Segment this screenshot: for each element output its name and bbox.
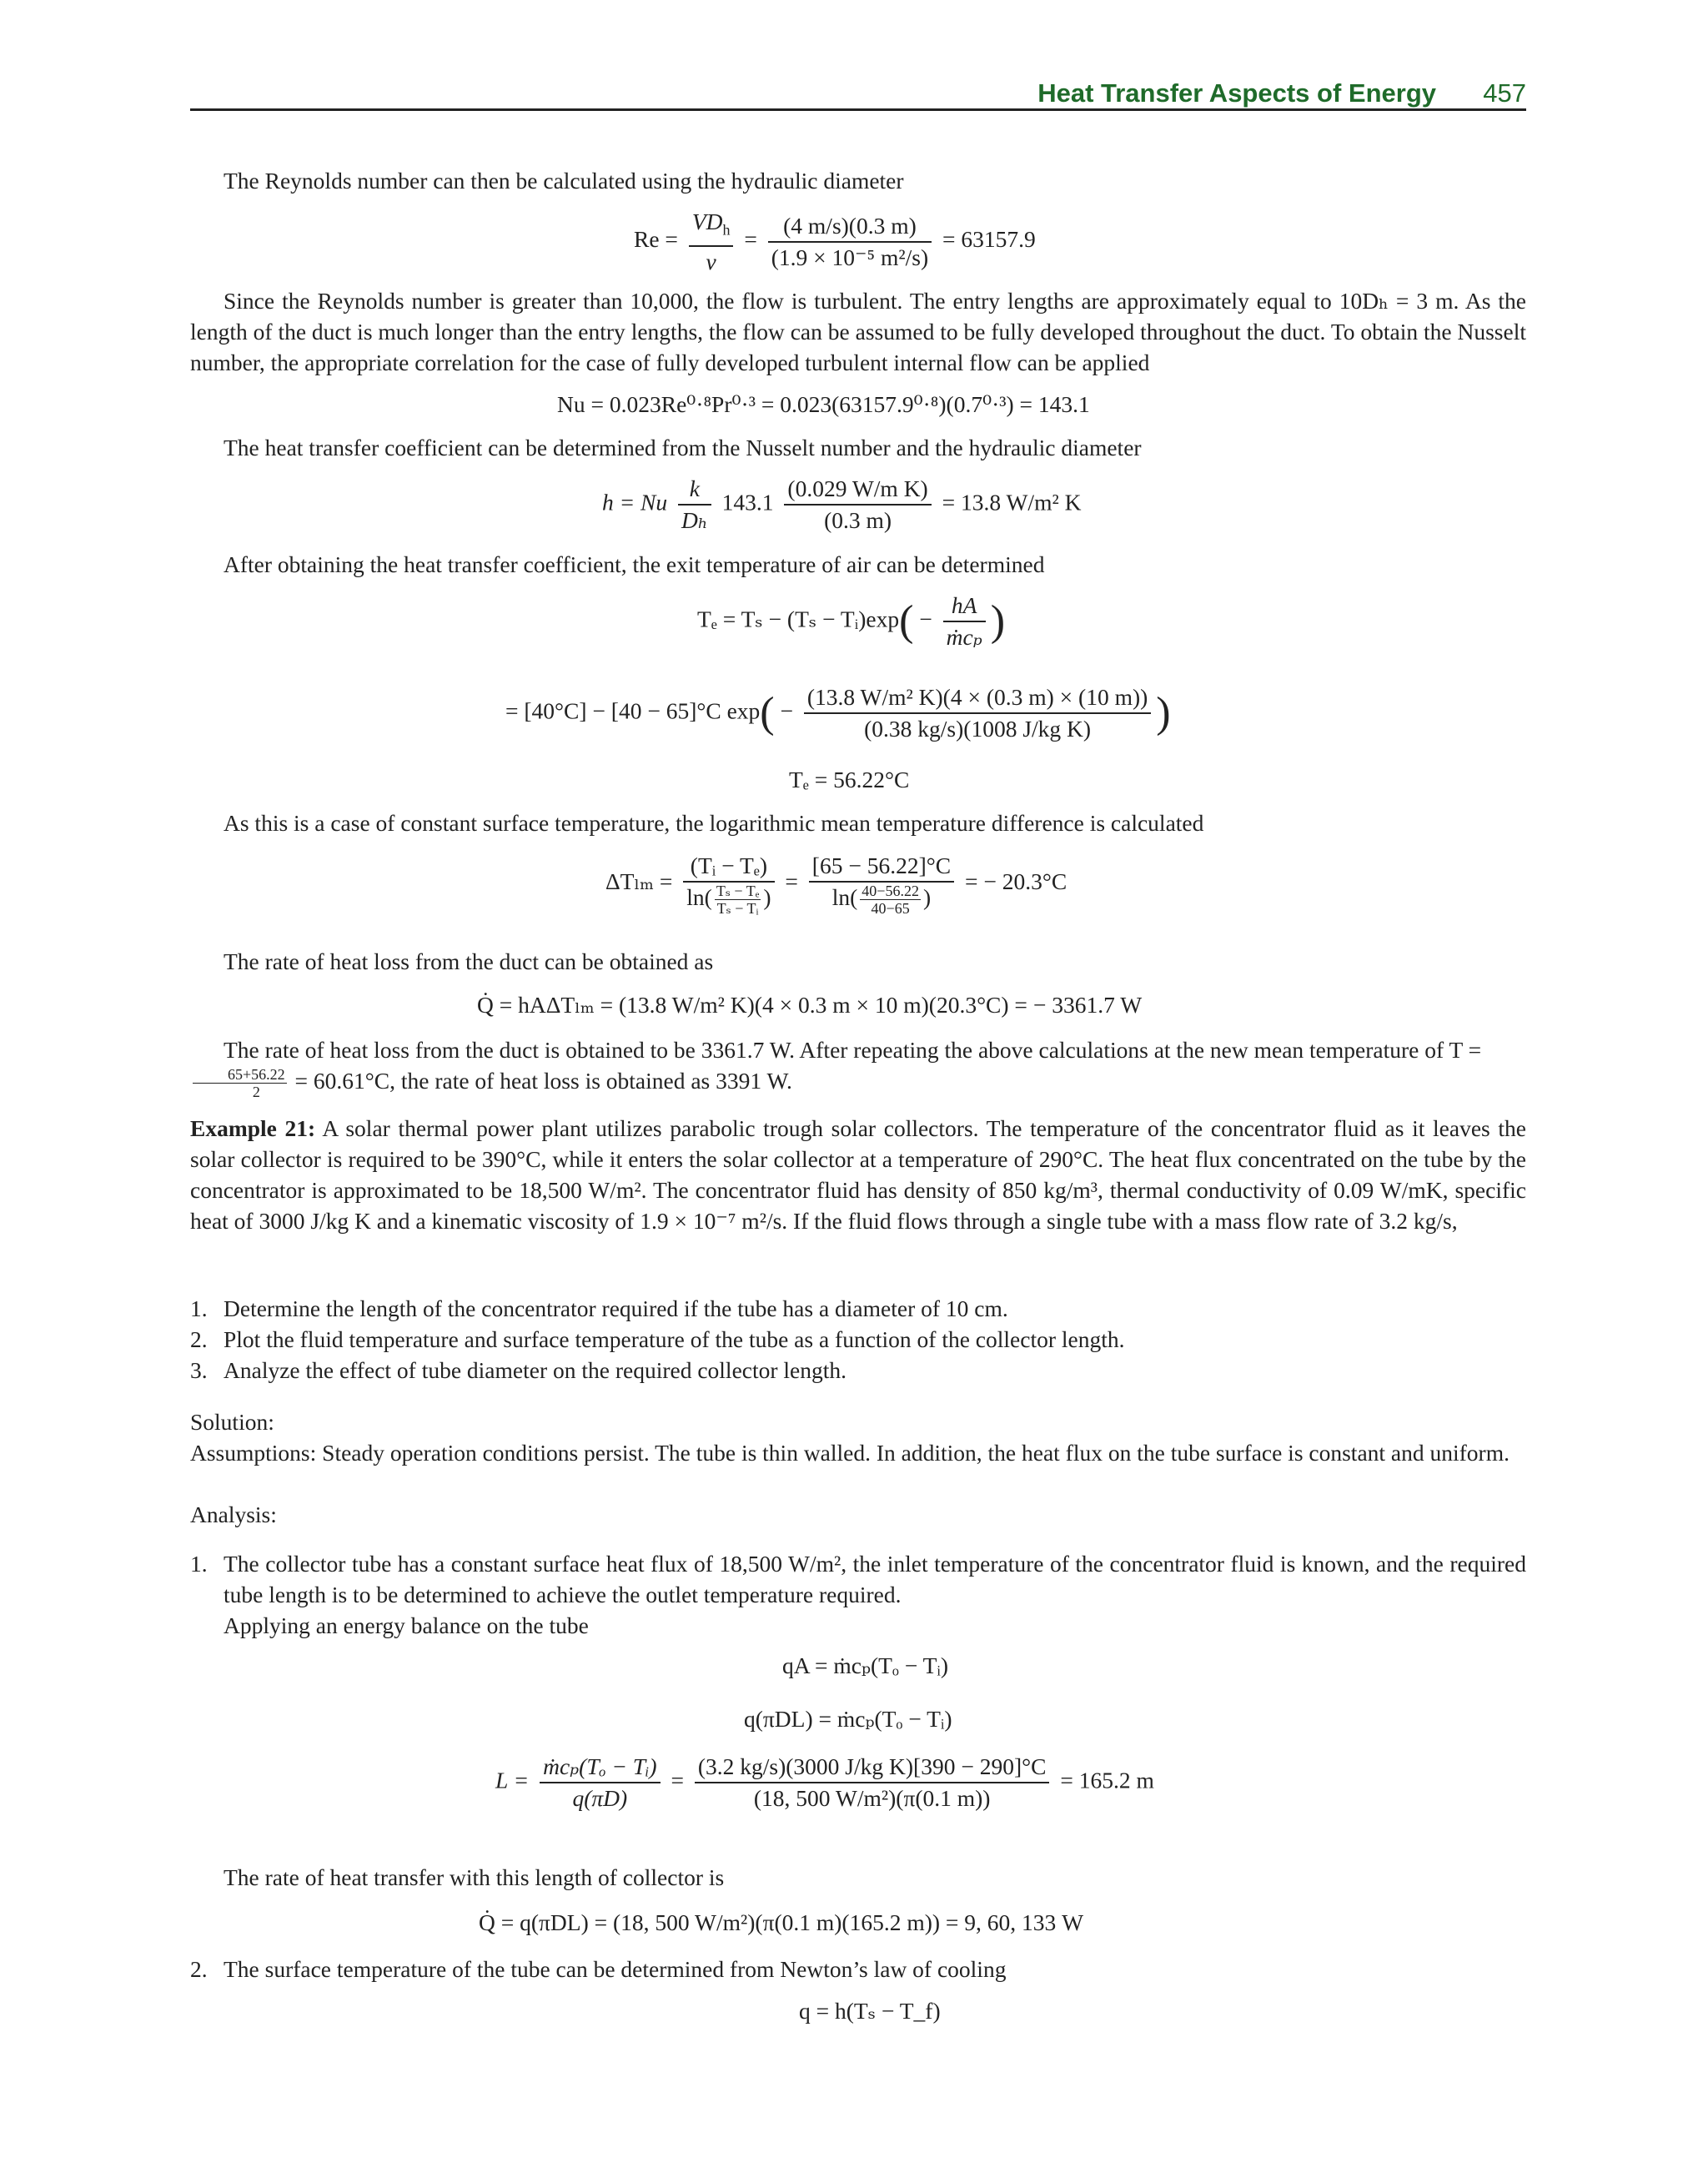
eq-exit-substituted: = [40°C] − [40 − 65]°C exp( − $\frac{\text{(13.8 W/m² K)(4 × (0.3 m) × (10 m))}}{\text{(0.38 kg/s)(1008 J/kg K)}}$ ) <box>505 684 1171 742</box>
eq-nusselt: Nu = 0.023Re⁰·⁸Pr⁰·³ = 0.023(63157.9⁰·⁸)(0.7⁰·³) = 143.1 <box>557 391 1090 417</box>
para-rate: The rate of heat loss from the duct can be obtained as <box>224 948 714 974</box>
task-2-number: 2. <box>190 1326 208 1352</box>
analysis-1-text: The collector tube has a constant surface heat flux of 18,500 W/m², the inlet temperature of the concentrator fluid is known, and the required tube length is to be determined to achieve the outlet temperature required. <box>224 1551 1526 1607</box>
para-rate-repeat: The rate of heat loss from the duct is obtained to be 3361.7 W. After repeating the above calculations at the new mean temperature of T = $\frac{65+56.22}{2}$ = 60.61°C, the rate of heat loss is obtained as 3391 W. <box>190 1034 1526 1100</box>
analysis-1-number: 1. <box>190 1551 208 1577</box>
header-title: Heat Transfer Aspects of Energy <box>1037 78 1436 108</box>
para-lmtd: As this is a case of constant surface temperature, the logarithmic mean temperature difference is calculated <box>224 810 1204 836</box>
page-number: 457 <box>1483 78 1526 108</box>
example-label: Example 21: <box>190 1115 316 1141</box>
para-exit: After obtaining the heat transfer coefficient, the exit temperature of air can be determined <box>224 551 1045 577</box>
task-1-text: Determine the length of the concentrator required if the tube has a diameter of 10 cm. <box>224 1295 1008 1321</box>
example-21 <box>190 1113 1526 1236</box>
para-htc: The heat transfer coefficient can be determined from the Nusselt number and the hydraulic diameter <box>224 435 1142 460</box>
analysis-2-text: The surface temperature of the tube can be determined from Newton’s law of cooling <box>224 1956 1007 1982</box>
solution-label: Solution: <box>190 1409 274 1435</box>
para-heat: The rate of heat transfer with this length of collector is <box>224 1864 725 1890</box>
eq-htc: h = Nu $\frac{k}{\text{Dₕ}}$ 143.1 $\frac{\text{(0.029 W/m K)}}{(0.3 m)}$ = 13.8 W/m² K <box>602 475 1082 533</box>
task-3-number: 3. <box>190 1357 208 1383</box>
eq-lmtd: ΔTₗₘ = (Tᵢ − Tₑ) ln( $\frac{\text{Tₛ − Tₑ}}{\text{Tₛ − Tᵢ}}$ ) = [65 − 56.22]°C ln( $\frac{40-56.22}{40-65}$ ) = − 20.3°C <box>605 853 1068 918</box>
eq-rate: Q̇ = hAΔTₗₘ = (13.8 W/m² K)(4 × 0.3 m × 10 m)(20.3°C) = − 3361.7 W <box>477 992 1143 1018</box>
task-2-text: Plot the fluid temperature and surface temperature of the tube as a function of the collector length. <box>224 1326 1125 1352</box>
eq-balance-1: qA = ṁcₚ(Tₒ − Tᵢ) <box>782 1652 949 1678</box>
eq-exit-temperature: Tₑ = Tₛ − (Tₛ − Tᵢ)exp( − $\frac{hA}{\text{ṁcₚ}}$ ) <box>697 592 1006 650</box>
eq-heat: Q̇ = q(πDL) = (18, 500 W/m²)(π(0.1 m)(165.2 m)) = 9, 60, 133 W <box>479 1909 1084 1935</box>
eq-length: L = $\frac{\text{ṁcₚ(Tₒ − Tᵢ)}}{q(\pi D)}$ = $\frac{\text{(3.2 kg/s)(3000 J/kg K)[390 − 290]°C}}{\text{(18, 500 W/m²)(π(0.1 m))}}$ = 165.2 m <box>495 1753 1154 1811</box>
assumptions: Assumptions: Steady operation conditions persist. The tube is thin walled. In addition, the heat flux on the tube surface is constant and uniform. <box>190 1440 1510 1466</box>
analysis-1-energy-balance: Applying an energy balance on the tube <box>224 1612 589 1638</box>
eq-reynolds: Re = $\frac{VD_h}{\nu}$ = $\frac{(4 m/s)(0.3 m)}{\text{(1.9 × 10⁻⁵ m²/s)}}$ = 63157.9 <box>634 209 1036 274</box>
running-header <box>190 73 1526 111</box>
task-3-text: Analyze the effect of tube diameter on the required collector length. <box>224 1357 847 1383</box>
example-text: A solar thermal power plant utilizes parabolic trough solar collectors. The temperature of the concentrator fluid as it leaves the solar collector is required to be 390°C, while it enters the solar collector at a temperature of 290°C. The heat flux concentrated on the tube by the concentrator is approximated to be 18,500 W/m². The concentrator fluid has density of 850 kg/m³, thermal conductivity of 0.09 W/mK, specific heat of 3000 J/kg K and a kinematic viscosity of 1.9 × 10⁻⁷ m²/s. If the fluid flows through a single tube with a mass flow rate of 3.2 kg/s, <box>190 1115 1526 1234</box>
para-reynolds: The Reynolds number can then be calculated using the hydraulic diameter <box>224 168 904 194</box>
eq-newton: q = h(Tₛ − T_f) <box>799 1998 941 2024</box>
eq-exit-result: Tₑ = 56.22°C <box>789 767 910 792</box>
eq-balance-2: q(πDL) = ṁcₚ(Tₒ − Tᵢ) <box>744 1706 952 1732</box>
analysis-label: Analysis: <box>190 1501 277 1527</box>
para-turbulent: Since the Reynolds number is greater than 10,000, the flow is turbulent. The entry lengths are approximately equal to 10Dₕ = 3 m. As the length of the duct is much longer than the entry lengths, the flow can be assumed to be fully developed throughout the duct. To obtain the Nusselt number, the appropriate correlation for the case of fully developed turbulent internal flow can be applied <box>190 288 1526 375</box>
analysis-2-number: 2. <box>190 1956 208 1982</box>
task-1-number: 1. <box>190 1295 208 1321</box>
